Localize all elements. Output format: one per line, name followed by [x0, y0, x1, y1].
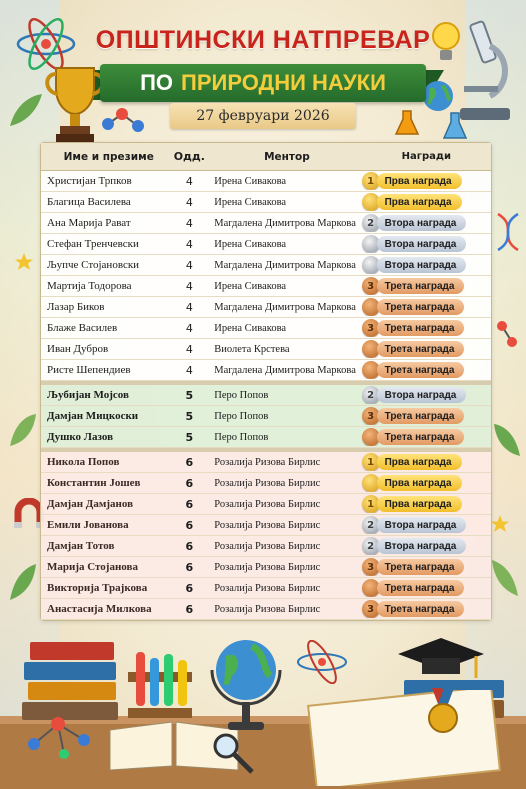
- award-cell: [360, 172, 491, 190]
- table-row: [41, 515, 491, 536]
- student-grade: 6: [185, 581, 194, 595]
- medal-icon: 2: [362, 386, 380, 404]
- award-cell: [360, 495, 491, 513]
- student-grade: 4: [185, 300, 193, 314]
- award-label: Трета награда: [377, 278, 465, 294]
- molecule-icon: [100, 104, 146, 138]
- table-row: [41, 494, 491, 515]
- student-grade: 4: [185, 342, 193, 356]
- table-row: [41, 599, 491, 620]
- student-name: Анастасија Милкова: [47, 603, 152, 615]
- table-row: [41, 536, 491, 557]
- table-row: [41, 557, 491, 578]
- table-row: [41, 171, 491, 192]
- star-icon: [14, 252, 34, 272]
- student-grade: 4: [185, 363, 193, 377]
- award-label: Трета награда: [377, 580, 465, 596]
- award-cell: [360, 600, 491, 618]
- student-name: Дамјан Дамјанов: [47, 498, 134, 510]
- results-table: [40, 142, 492, 621]
- student-name: Лазар Биков: [47, 301, 105, 313]
- mentor-name: Ирена Сивакова: [214, 196, 287, 208]
- student-name: Благица Василева: [47, 196, 131, 208]
- mentor-name: Ирена Сивакова: [214, 280, 287, 292]
- medal-icon: 3: [362, 277, 380, 295]
- leaf-icon: [6, 410, 40, 450]
- star-icon: [490, 514, 510, 534]
- medal-icon: 2: [362, 537, 380, 555]
- student-name: Душко Лазов: [47, 431, 114, 443]
- mentor-name: Розалија Ризова Бирлис: [214, 519, 321, 531]
- student-name: Љупче Стојановски: [47, 259, 140, 271]
- table-row: [41, 297, 491, 318]
- award-cell: [360, 537, 491, 555]
- award-label: Трета награда: [377, 341, 465, 357]
- student-name: Викторија Трајкова: [47, 582, 148, 594]
- table-row: [41, 339, 491, 360]
- atom-icon: [294, 640, 350, 684]
- student-grade: 4: [185, 216, 193, 230]
- mentor-name: Розалија Ризова Бирлис: [214, 540, 321, 552]
- award-label: Прва награда: [377, 496, 462, 512]
- table-row: [41, 255, 491, 276]
- column-header-name: Име и презиме: [63, 150, 154, 163]
- award-label: Втора награда: [377, 517, 467, 533]
- mentor-name: Перо Попов: [214, 410, 269, 422]
- student-grade: 6: [185, 455, 194, 469]
- award-cell: [360, 516, 491, 534]
- leaf-icon: [6, 560, 40, 604]
- table-row: [41, 360, 491, 381]
- table-row: [41, 318, 491, 339]
- test-tubes-icon: [124, 642, 196, 722]
- table-body: [41, 171, 491, 620]
- student-grade: 4: [185, 237, 193, 251]
- award-label: Трета награда: [377, 429, 465, 445]
- mentor-name: Магдалена Димитрова Маркова: [214, 217, 356, 229]
- mentor-name: Розалија Ризова Бирлис: [214, 498, 321, 510]
- award-cell: [360, 319, 491, 337]
- trophy-icon: [42, 62, 108, 146]
- award-cell: [360, 340, 491, 358]
- medal-icon: 1: [362, 453, 380, 471]
- medal-icon: 2: [362, 516, 380, 534]
- molecule-icon: [24, 704, 104, 764]
- table-row: [41, 406, 491, 427]
- student-grade: 6: [185, 602, 194, 616]
- award-cell: [360, 558, 491, 576]
- award-label: Трета награда: [377, 299, 465, 315]
- mentor-name: Магдалена Димитрова Маркова: [214, 364, 356, 376]
- award-label: Прва награда: [377, 194, 462, 210]
- magnifier-icon: [210, 730, 256, 776]
- award-label: Втора награда: [377, 257, 467, 273]
- student-name: Иван Дубров: [47, 343, 109, 355]
- medal-icon: 3: [362, 407, 380, 425]
- mentor-name: Ирена Сивакова: [214, 238, 287, 250]
- student-name: Ана Марија Рават: [47, 217, 131, 229]
- medal-icon: 3: [362, 319, 380, 337]
- banner-prefix: ПО: [140, 70, 174, 95]
- leaf-icon: [488, 556, 522, 600]
- event-date: 27 февруари 2026: [170, 103, 356, 129]
- molecule-icon: [492, 318, 522, 358]
- award-cell: [360, 407, 491, 425]
- mentor-name: Перо Попов: [214, 389, 269, 401]
- dna-icon: [494, 212, 522, 264]
- page-title: ОПШТИНСКИ НАТПРЕВАР: [95, 26, 431, 54]
- award-label: Трета награда: [377, 320, 465, 336]
- student-name: Христијан Трпков: [47, 175, 132, 187]
- student-name: Марија Стојанова: [47, 561, 138, 573]
- student-name: Дамјан Мицкоски: [47, 410, 139, 422]
- award-label: Трета награда: [377, 601, 465, 617]
- column-header-mentor: Ментор: [264, 150, 310, 163]
- student-name: Дамјан Тотов: [47, 540, 115, 552]
- table-row: [41, 427, 491, 448]
- table-row: [41, 276, 491, 297]
- table-row: [41, 385, 491, 406]
- award-label: Трета награда: [377, 408, 465, 424]
- award-cell: [360, 256, 491, 274]
- student-grade: 6: [185, 539, 194, 553]
- student-name: Константин Јошев: [47, 477, 141, 489]
- award-cell: [360, 474, 491, 492]
- award-cell: [360, 193, 491, 211]
- mentor-name: Розалија Ризова Бирлис: [214, 456, 321, 468]
- student-grade: 4: [185, 174, 193, 188]
- award-label: Втора награда: [377, 236, 467, 252]
- student-grade: 5: [185, 388, 194, 402]
- student-grade: 6: [185, 497, 194, 511]
- award-cell: [360, 453, 491, 471]
- mentor-name: Розалија Ризова Бирлис: [214, 561, 321, 573]
- award-label: Трета награда: [377, 559, 465, 575]
- medal-icon: 1: [362, 172, 380, 190]
- student-name: Љубијан Мојсов: [47, 389, 129, 401]
- award-label: Втора награда: [377, 215, 467, 231]
- leaf-icon: [490, 420, 524, 460]
- award-cell: [360, 386, 491, 404]
- table-row: [41, 473, 491, 494]
- student-grade: 4: [185, 195, 193, 209]
- banner-subject: ПРИРОДНИ НАУКИ: [181, 70, 386, 95]
- mentor-name: Розалија Ризова Бирлис: [214, 582, 321, 594]
- medal-icon: [418, 686, 468, 736]
- medal-icon: 1: [362, 495, 380, 513]
- globe-icon: [208, 632, 284, 736]
- student-name: Стефан Тренчевски: [47, 238, 139, 250]
- mentor-name: Магдалена Димитрова Маркова: [214, 259, 356, 271]
- certificate-icon: [306, 690, 502, 786]
- column-header-grade: Одд.: [173, 150, 205, 163]
- mentor-name: Магдалена Димитрова Маркова: [214, 301, 356, 313]
- medal-icon: 3: [362, 600, 380, 618]
- table-row: [41, 578, 491, 599]
- award-cell: [360, 579, 491, 597]
- award-label: Втора награда: [377, 538, 467, 554]
- student-name: Ристе Шепендиев: [47, 364, 131, 376]
- student-grade: 6: [185, 560, 194, 574]
- award-label: Прва награда: [377, 454, 462, 470]
- student-grade: 4: [185, 321, 193, 335]
- student-name: Никола Попов: [47, 456, 120, 468]
- flask-icon: [392, 108, 422, 138]
- medal-icon: 3: [362, 558, 380, 576]
- flask-icon: [440, 110, 470, 142]
- table-row: [41, 213, 491, 234]
- mentor-name: Перо Попов: [214, 431, 269, 443]
- medal-icon: 2: [362, 214, 380, 232]
- leaf-icon: [6, 90, 46, 130]
- student-grade: 5: [185, 430, 194, 444]
- table-row: [41, 234, 491, 255]
- award-cell: [360, 361, 491, 379]
- mentor-name: Розалија Ризова Бирлис: [214, 477, 321, 489]
- student-grade: 4: [185, 279, 193, 293]
- mentor-name: Ирена Сивакова: [214, 322, 287, 334]
- award-cell: [360, 235, 491, 253]
- table-row: [41, 192, 491, 213]
- title-block: [0, 26, 526, 55]
- award-label: Втора награда: [377, 387, 467, 403]
- mentor-name: Виолета Крстева: [214, 343, 290, 355]
- student-grade: 4: [185, 258, 193, 272]
- table-row: [41, 452, 491, 473]
- mentor-name: Розалија Ризова Бирлис: [214, 603, 321, 615]
- student-name: Мартија Тодорова: [47, 280, 132, 292]
- award-cell: [360, 298, 491, 316]
- award-cell: [360, 428, 491, 446]
- subject-banner: [100, 64, 426, 102]
- mentor-name: Ирена Сивакова: [214, 175, 287, 187]
- award-cell: [360, 214, 491, 232]
- award-label: Прва награда: [377, 173, 462, 189]
- student-grade: 6: [185, 476, 194, 490]
- table-header: [41, 143, 491, 171]
- student-name: Блаже Василев: [47, 322, 118, 334]
- award-label: Трета награда: [377, 362, 465, 378]
- award-cell: [360, 277, 491, 295]
- award-label: Прва награда: [377, 475, 462, 491]
- student-grade: 6: [185, 518, 194, 532]
- column-header-awards: Награди: [401, 151, 451, 162]
- student-name: Емили Јованова: [47, 519, 129, 531]
- student-grade: 5: [185, 409, 194, 423]
